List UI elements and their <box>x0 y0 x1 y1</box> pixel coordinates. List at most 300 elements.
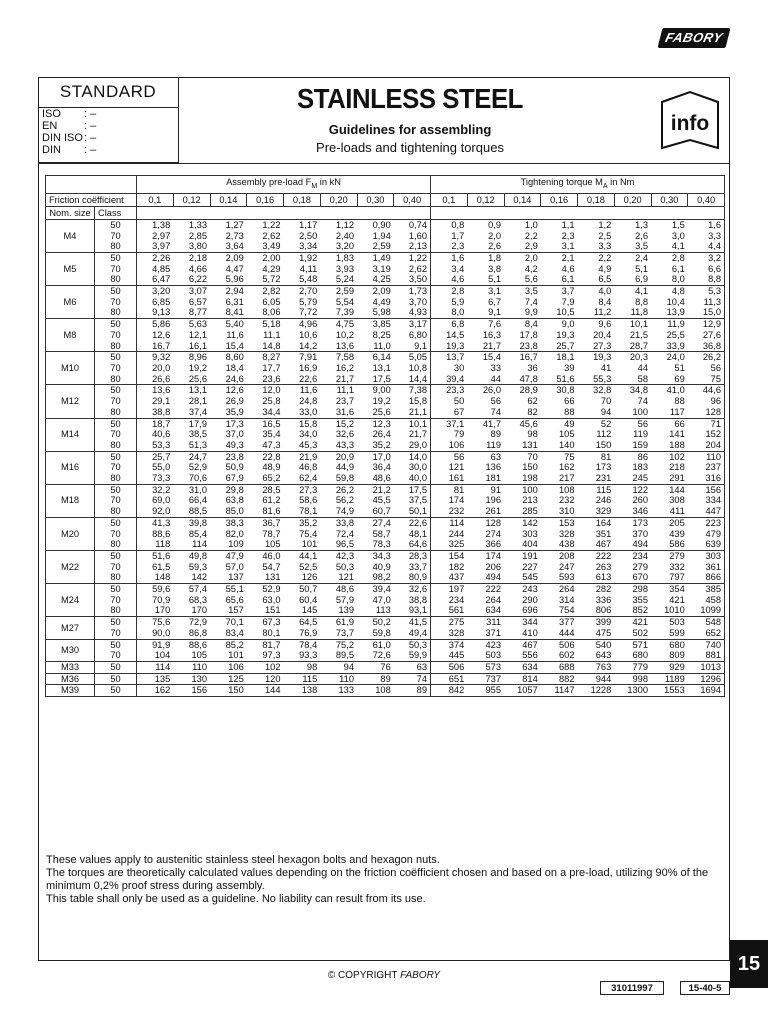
torque-cell: 4,1 <box>651 241 688 252</box>
table-header-row <box>46 176 725 194</box>
coef-cell: 0,20 <box>614 193 651 206</box>
torque-cell: 246 <box>595 495 612 506</box>
torque-cell: 117 <box>651 407 688 418</box>
preload-cell: 31,0 <box>188 484 207 495</box>
torque-cell: 7,4 <box>524 296 538 307</box>
class-cell: 80 <box>95 506 137 517</box>
class-cell: 70 <box>95 495 137 506</box>
preload-cell: 61,2 <box>262 495 281 506</box>
preload-cell: 12,6 <box>225 385 244 396</box>
preload-cell: 39,4 <box>372 584 391 595</box>
torque-cell: 55,3 <box>578 374 615 385</box>
torque-cell: 3,0 <box>671 230 685 241</box>
preload-cell: 72,9 <box>188 617 207 628</box>
preload-cell: 62,4 <box>284 473 321 484</box>
torque-cell: 3,2 <box>688 252 725 263</box>
class-cell: 80 <box>95 539 137 550</box>
preload-cell: 52,9 <box>262 584 281 595</box>
torque-cell: 346 <box>614 506 651 517</box>
torque-cell: 105 <box>558 429 575 440</box>
preload-cell: 16,5 <box>262 418 281 429</box>
preload-cell: 110 <box>320 673 357 685</box>
preload-cell: 76,9 <box>284 628 321 639</box>
table-row <box>46 673 725 685</box>
preload-cell: 1,22 <box>262 219 281 230</box>
torque-cell: 100 <box>522 484 538 495</box>
nominal-size: M18 <box>46 484 95 517</box>
torque-cell: 150 <box>578 440 615 451</box>
preload-cell: 64,6 <box>394 539 431 550</box>
preload-cell: 16,9 <box>299 363 318 373</box>
preload-cell: 63,8 <box>225 495 244 506</box>
preload-cell: 50,3 <box>394 639 431 650</box>
torque-cell: 25,7 <box>541 341 578 352</box>
preload-cell: 82,0 <box>225 528 244 539</box>
notes <box>46 854 726 906</box>
torque-cell: 670 <box>614 572 651 583</box>
preload-cell: 40,0 <box>394 473 431 484</box>
preload-cell: 92,0 <box>137 506 174 517</box>
torque-cell: 571 <box>632 639 648 650</box>
table-row <box>46 506 725 517</box>
torque-cell: 50 <box>453 396 465 407</box>
class-cell: 50 <box>95 661 137 673</box>
preload-cell: 60,7 <box>357 506 394 517</box>
torque-cell: 206 <box>485 561 501 572</box>
torque-cell: 279 <box>669 550 685 561</box>
preload-cell: 55,1 <box>225 584 244 595</box>
preload-cell: 60,4 <box>299 594 318 605</box>
preload-cell: 5,40 <box>225 319 244 330</box>
preload-cell: 53,3 <box>137 440 174 451</box>
preload-cell: 61,0 <box>372 639 391 650</box>
preload-cell: 1,27 <box>225 219 244 230</box>
preload-cell: 12,6 <box>152 329 171 340</box>
table-row <box>46 418 725 429</box>
torque-cell: 102 <box>669 451 685 462</box>
note-line: The torques are theoretically calculated values depending on the friction coëfficient chosen and based on a pre-load, utilizing 90% of the minimum 0,2% proof stress during assembly. <box>46 867 709 892</box>
class-cell: 70 <box>95 264 137 275</box>
preload-cell: 17,0 <box>372 451 391 462</box>
torque-cell: 245 <box>614 473 651 484</box>
preload-cell: 55,0 <box>152 462 171 473</box>
torque-cell: 188 <box>651 440 688 451</box>
table-row <box>46 385 725 396</box>
torque-cell: 56 <box>688 363 725 374</box>
table-row <box>46 484 725 495</box>
preload-cell: 32,2 <box>152 484 171 495</box>
preload-cell: 121 <box>320 572 357 583</box>
preload-cell: 85,4 <box>188 528 207 539</box>
class-cell: 50 <box>95 673 137 685</box>
torque-cell: 503 <box>669 617 685 628</box>
torque-cell: 82 <box>504 407 541 418</box>
torque-cell: 680 <box>669 639 685 650</box>
preload-cell: 43,3 <box>320 440 357 451</box>
preload-cell: 113 <box>357 605 394 616</box>
table-row <box>46 231 725 242</box>
torque-cell: 6,8 <box>451 319 465 330</box>
nominal-size: M20 <box>46 517 95 550</box>
torque-cell: 25,5 <box>666 329 685 340</box>
class-cell: 50 <box>95 252 137 263</box>
preload-cell: 3,93 <box>335 263 354 274</box>
nominal-size: M27 <box>46 617 95 639</box>
preload-cell: 126 <box>284 572 321 583</box>
preload-cell: 38,5 <box>188 429 207 440</box>
coef-cell: 0,16 <box>541 193 578 206</box>
preload-cell: 15,8 <box>299 418 318 429</box>
preload-cell: 22,8 <box>262 451 281 462</box>
table-row <box>46 407 725 418</box>
preload-cell: 4,75 <box>335 319 354 330</box>
torque-cell: 2,9 <box>504 241 541 252</box>
torque-cell: 261 <box>467 506 504 517</box>
preload-cell: 57,4 <box>188 584 207 595</box>
table-row <box>46 286 725 297</box>
preload-cell: 13,6 <box>320 341 357 352</box>
torque-cell: 421 <box>632 617 648 628</box>
preload-cell: 28,5 <box>262 484 281 495</box>
preload-cell: 76 <box>357 661 394 673</box>
torque-cell: 100 <box>614 407 651 418</box>
torque-cell: 142 <box>522 517 538 528</box>
preload-cell: 2,13 <box>394 241 431 252</box>
preload-cell: 4,11 <box>299 263 318 274</box>
coef-cell: 0,14 <box>504 193 541 206</box>
torque-cell: 213 <box>522 495 538 506</box>
class-cell: 50 <box>95 517 137 528</box>
torque-cell: 1,2 <box>598 219 612 230</box>
torque-cell: 599 <box>651 628 688 639</box>
torque-cell: 740 <box>688 639 725 650</box>
preload-cell: 38,8 <box>394 595 431 606</box>
preload-cell: 44,9 <box>335 462 354 473</box>
torque-cell: 56 <box>453 451 465 462</box>
torque-cell: 121 <box>448 462 465 473</box>
torque-cell: 28,9 <box>519 385 538 396</box>
standard-title: STANDARD <box>38 77 178 108</box>
torque-cell: 208 <box>558 550 575 561</box>
header-divider <box>38 163 730 164</box>
preload-cell: 29,0 <box>394 440 431 451</box>
torque-cell: 106 <box>431 440 468 451</box>
torque-cell: 152 <box>688 429 725 440</box>
torque-cell: 13,7 <box>446 352 465 363</box>
coef-cell: 0,12 <box>467 193 504 206</box>
preload-cell: 9,32 <box>152 352 171 363</box>
torque-cell: 183 <box>632 462 648 473</box>
torque-cell: 316 <box>688 473 725 484</box>
class-label: Class <box>95 206 137 219</box>
preload-cell: 10,6 <box>299 329 318 340</box>
torque-cell: 1553 <box>651 685 688 697</box>
preload-cell: 32,6 <box>394 584 431 595</box>
torque-cell: 2,8 <box>451 286 465 297</box>
torque-cell: 81 <box>600 451 612 462</box>
torque-cell: 737 <box>467 673 504 685</box>
torque-cell: 5,1 <box>635 263 648 274</box>
torque-cell: 325 <box>431 539 468 550</box>
preload-cell: 69,0 <box>152 495 171 506</box>
torque-cell: 110 <box>688 451 725 462</box>
torque-cell: 374 <box>448 639 465 650</box>
torque-cell: 308 <box>669 495 685 506</box>
torque-cell: 332 <box>669 561 685 572</box>
table-row <box>46 341 725 352</box>
preload-cell: 33,0 <box>284 407 321 418</box>
class-cell: 70 <box>95 628 137 639</box>
preload-cell: 37,4 <box>173 407 210 418</box>
torque-cell: 6,7 <box>488 296 501 307</box>
preload-cell: 106 <box>210 661 247 673</box>
torque-cell: 882 <box>541 673 578 685</box>
preload-cell: 56,2 <box>335 495 354 506</box>
class-cell: 70 <box>95 363 137 374</box>
preload-cell: 52,5 <box>299 561 318 572</box>
table-row <box>46 584 725 595</box>
preload-cell: 2,09 <box>372 286 391 297</box>
nom-size-label: Nom. size <box>46 206 95 219</box>
preload-cell: 139 <box>320 605 357 616</box>
torque-cell: 204 <box>688 440 725 451</box>
preload-cell: 2,94 <box>225 286 244 297</box>
preload-cell: 105 <box>173 650 210 661</box>
torque-cell: 797 <box>651 572 688 583</box>
preload-cell: 3,07 <box>188 286 207 297</box>
nominal-size: M30 <box>46 639 95 661</box>
class-cell: 70 <box>95 462 137 473</box>
preload-cell: 101 <box>284 539 321 550</box>
preload-cell: 66,4 <box>188 495 207 506</box>
preload-cell: 170 <box>173 605 210 616</box>
preload-cell: 1,73 <box>394 286 431 297</box>
preload-cell: 6,31 <box>225 296 244 307</box>
preload-cell: 26,6 <box>137 374 174 385</box>
preload-cell: 59,6 <box>152 584 171 595</box>
torque-cell: 161 <box>431 473 468 484</box>
preload-cell: 33,8 <box>335 517 354 528</box>
torque-cell: 13,9 <box>651 307 688 318</box>
torque-cell: 361 <box>688 562 725 573</box>
torque-cell: 51 <box>674 363 685 373</box>
preload-cell: 1,60 <box>394 231 431 242</box>
torque-cell: 74 <box>637 396 648 407</box>
preload-cell: 130 <box>173 673 210 685</box>
torque-cell: 593 <box>541 572 578 583</box>
preload-cell: 101 <box>210 650 247 661</box>
preload-cell: 2,59 <box>357 241 394 252</box>
preload-cell: 47,9 <box>225 550 244 561</box>
torque-cell: 2,5 <box>598 230 612 241</box>
preload-cell: 9,13 <box>137 307 174 318</box>
torque-cell: 4,4 <box>688 241 725 252</box>
preload-cell: 57,9 <box>335 594 354 605</box>
torque-cell: 217 <box>541 473 578 484</box>
torque-cell: 652 <box>688 628 725 639</box>
class-cell: 80 <box>95 374 137 385</box>
torque-cell: 174 <box>448 495 465 506</box>
preload-cell: 10,8 <box>394 363 431 374</box>
torque-cell: 34,8 <box>629 385 648 396</box>
preload-cell: 59,8 <box>320 473 357 484</box>
class-cell: 50 <box>95 418 137 429</box>
torque-cell: 156 <box>688 484 725 495</box>
torque-cell: 7,9 <box>561 296 575 307</box>
torque-cell: 33,9 <box>651 341 688 352</box>
torque-cell: 311 <box>486 617 501 628</box>
table-row <box>46 374 725 385</box>
standard-label: DIN <box>42 144 61 156</box>
preload-cell: 29,1 <box>152 396 171 407</box>
preload-cell: 48,9 <box>262 462 281 473</box>
torque-cell: 852 <box>614 605 651 616</box>
preload-cell: 52,9 <box>188 462 207 473</box>
preload-cell: 14,4 <box>394 374 431 385</box>
preload-cell: 17,5 <box>357 374 394 385</box>
preload-cell: 22,6 <box>394 517 431 528</box>
preload-cell: 47,3 <box>247 440 284 451</box>
preload-cell: 12,0 <box>262 385 281 396</box>
coef-cell: 0,18 <box>284 193 321 206</box>
table-row <box>46 363 725 374</box>
page-subtitle-secondary: Pre-loads and tightening torques <box>316 140 504 155</box>
torque-cell: 688 <box>541 661 578 673</box>
torque-cell: 98 <box>527 429 538 440</box>
preload-cell: 5,79 <box>299 296 318 307</box>
preload-cell: 8,77 <box>173 307 210 318</box>
torque-cell: 6,1 <box>671 263 685 274</box>
preload-cell: 11,0 <box>357 341 394 352</box>
table-row <box>46 572 725 583</box>
torque-cell: 11,2 <box>578 307 615 318</box>
preload-cell: 89 <box>394 685 431 697</box>
preload-cell: 38,8 <box>137 407 174 418</box>
preload-cell: 3,17 <box>394 319 431 330</box>
friction-label: Friction coëfficient <box>46 193 137 206</box>
torque-cell: 634 <box>467 605 504 616</box>
info-icon-label: info <box>670 112 710 135</box>
torque-cell: 3,1 <box>541 241 578 252</box>
preload-cell: 51,3 <box>173 440 210 451</box>
preload-cell: 0,90 <box>372 219 391 230</box>
nominal-size: M16 <box>46 451 95 484</box>
torque-cell: 282 <box>595 584 612 595</box>
torque-cell: 274 <box>485 528 501 539</box>
preload-cell: 8,27 <box>262 352 281 363</box>
torque-cell: 506 <box>431 661 468 673</box>
torque-cell: 232 <box>558 495 575 506</box>
doc-date: 31011997 <box>600 981 664 995</box>
preload-cell: 1,83 <box>335 252 354 263</box>
preload-cell: 2,26 <box>152 252 171 263</box>
torque-cell: 223 <box>688 517 725 528</box>
torque-cell: 2,6 <box>467 241 504 252</box>
preload-cell: 3,34 <box>284 241 321 252</box>
torque-cell: 4,9 <box>598 263 612 274</box>
torque-cell: 243 <box>522 584 538 595</box>
table-row <box>46 562 725 573</box>
class-cell: 80 <box>95 241 137 252</box>
torque-cell: 438 <box>541 539 578 550</box>
preload-cell: 5,24 <box>320 274 357 285</box>
table-row <box>46 685 725 697</box>
standard-label: ISO <box>42 108 61 120</box>
preload-cell: 148 <box>137 572 174 583</box>
torque-cell: 52 <box>600 418 612 429</box>
preload-cell: 18,4 <box>225 363 244 373</box>
torque-cell: 19,3 <box>593 352 612 363</box>
coef-cell: 0,1 <box>137 193 174 206</box>
class-cell: 80 <box>95 407 137 418</box>
page-code: 15-40-5 <box>680 981 730 995</box>
torque-cell: 119 <box>467 440 504 451</box>
torque-cell: 17,8 <box>519 329 538 340</box>
torque-cell: 548 <box>688 617 725 628</box>
class-cell: 80 <box>95 341 137 352</box>
preload-cell: 22,6 <box>284 374 321 385</box>
preload-cell: 156 <box>173 685 210 697</box>
preload-cell: 2,18 <box>188 252 207 263</box>
preload-cell: 2,62 <box>262 230 281 241</box>
torque-cell: 58 <box>614 374 651 385</box>
table-row <box>46 517 725 528</box>
torque-cell: 27,3 <box>578 341 615 352</box>
preload-cell: 11,6 <box>299 385 318 396</box>
torque-cell: 26,0 <box>482 385 501 396</box>
preload-cell: 93,3 <box>284 650 321 661</box>
torque-cell: 370 <box>632 528 648 539</box>
coef-cell: 0,14 <box>210 193 247 206</box>
preload-cell: 89 <box>357 673 394 685</box>
preload-cell: 72,4 <box>335 528 354 539</box>
preload-cell: 39,8 <box>188 517 207 528</box>
preload-cell: 67,3 <box>262 617 281 628</box>
coef-cell: 0,40 <box>688 193 725 206</box>
torque-cell: 9,1 <box>467 307 504 318</box>
preload-cell: 2,82 <box>262 286 281 297</box>
preload-cell: 2,50 <box>299 230 318 241</box>
torque-cell: 115 <box>596 484 612 495</box>
torque-cell: 11,8 <box>614 307 651 318</box>
torque-cell: 88 <box>541 407 578 418</box>
torque-cell: 3,3 <box>578 241 615 252</box>
preload-cell: 80,1 <box>247 628 284 639</box>
torque-cell: 651 <box>431 673 468 685</box>
torque-cell: 19,3 <box>431 341 468 352</box>
preload-cell: 4,47 <box>225 263 244 274</box>
preload-cell: 59,9 <box>394 650 431 661</box>
torque-cell: 15,4 <box>482 352 501 363</box>
torque-cell: 20,3 <box>629 352 648 363</box>
preload-cell: 96,5 <box>320 539 357 550</box>
torque-cell: 2,3 <box>561 230 575 241</box>
torque-cell: 439 <box>669 528 685 539</box>
torque-cell: 328 <box>431 628 468 639</box>
standard-value: : – <box>84 120 97 132</box>
preload-cell: 50,3 <box>335 561 354 572</box>
class-cell: 80 <box>95 473 137 484</box>
preload-cell: 74 <box>394 673 431 685</box>
torque-cell: 467 <box>522 639 538 650</box>
preload-cell: 135 <box>137 673 174 685</box>
preload-cell: 3,80 <box>173 241 210 252</box>
torque-cell: 144 <box>669 484 685 495</box>
preload-cell: 133 <box>320 685 357 697</box>
preload-group-header: Assembly pre-load $F_M$ in kN <box>137 176 431 194</box>
preload-cell: 5,05 <box>394 352 431 363</box>
torque-cell: 0,8 <box>451 219 465 230</box>
